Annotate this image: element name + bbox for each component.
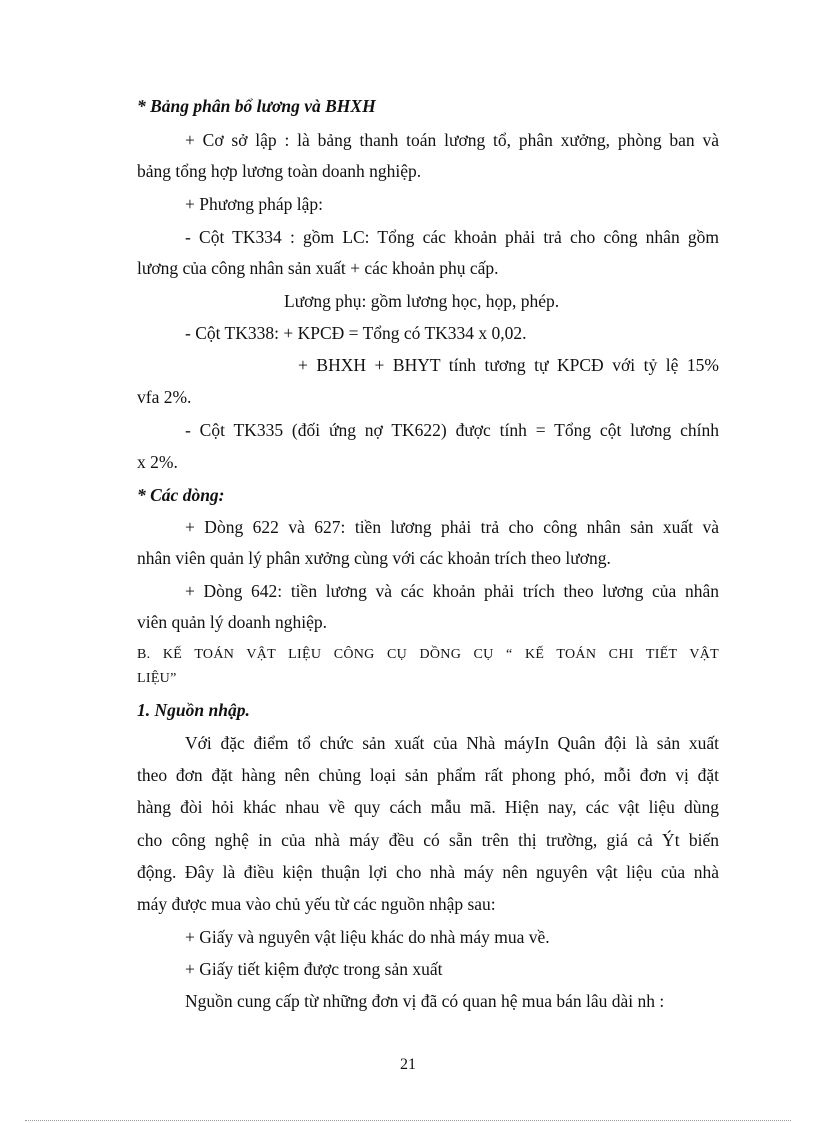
text-line: viên quản lý doanh nghiệp.	[137, 612, 328, 632]
text-line: - Cột TK335 (đối ứng nợ TK622) được tính = Tổng cột lương chính	[185, 420, 719, 440]
paragraph-line: máy được mua vào chủ yếu từ các nguồn nhập sau:	[137, 894, 496, 914]
page-bottom-border	[25, 1120, 791, 1121]
page-number: 21	[400, 1056, 416, 1073]
section-b-heading: B. KẾ TOÁN VẬT LIỆU CÔNG CỤ DỒNG CỤ “ KẾ TOÁN CHI TIẾT VẬT	[137, 647, 719, 662]
paragraph-line: hàng đòi hỏi khác nhau về quy cách mẫu mã. Hiện nay, các vật liệu dùng	[137, 797, 719, 817]
text-line: x 2%.	[137, 452, 178, 472]
text-line: bảng tổng hợp lương toàn doanh nghiệp.	[137, 161, 422, 181]
heading-cac-dong: * Các dòng:	[137, 485, 225, 505]
text-line: + Giấy tiết kiệm được trong sản xuất	[185, 959, 443, 979]
text-line: + BHXH + BHYT tính tương tự KPCĐ với tỷ lệ 15%	[298, 355, 719, 375]
paragraph-line: cho công nghệ in của nhà máy đều có sẵn trên thị trường, giá cả Ýt biến	[137, 830, 719, 850]
text-line: vfa 2%.	[137, 387, 192, 407]
text-line: lương của công nhân sản xuất + các khoản phụ cấp.	[137, 258, 499, 278]
text-line: + Dòng 642: tiền lương và các khoản phải trích theo lương của nhân	[185, 581, 719, 601]
text-line: + Giấy và nguyên vật liệu khác do nhà máy mua về.	[185, 927, 550, 947]
text-line: + Phương pháp lập:	[185, 194, 323, 214]
section-b-heading-cont: LIỆU”	[137, 671, 177, 686]
text-line: - Cột TK338: + KPCĐ = Tổng có TK334 x 0,02.	[185, 323, 527, 343]
text-line: nhân viên quản lý phân xưởng cùng với các khoản trích theo lương.	[137, 548, 611, 568]
text-line: + Cơ sở lập : là bảng thanh toán lương tổ, phân xưởng, phòng ban và	[185, 130, 719, 150]
paragraph-line: theo đơn đặt hàng nên chủng loại sản phẩm rất phong phó, mỗi đơn vị đặt	[137, 765, 719, 785]
paragraph-line: động. Đây là điều kiện thuận lợi cho nhà máy nên nguyên vật liệu của nhà	[137, 862, 719, 882]
text-line: - Cột TK334 : gồm LC: Tổng các khoản phải trả cho công nhân gồm	[185, 227, 719, 247]
text-line: Nguồn cung cấp từ những đơn vị đã có quan hệ mua bán lâu dài nh :	[185, 991, 665, 1011]
paragraph-line: Với đặc điểm tổ chức sản xuất của Nhà máyIn Quân đội là sản xuất	[185, 733, 719, 753]
heading-bang-phan-bo: * Bảng phân bổ lương và BHXH	[137, 96, 376, 116]
text-line: + Dòng 622 và 627: tiền lương phải trả cho công nhân sản xuất và	[185, 517, 719, 537]
text-line: Lương phụ: gồm lương học, họp, phép.	[284, 291, 560, 311]
heading-nguon-nhap: 1. Nguồn nhập.	[137, 700, 250, 720]
